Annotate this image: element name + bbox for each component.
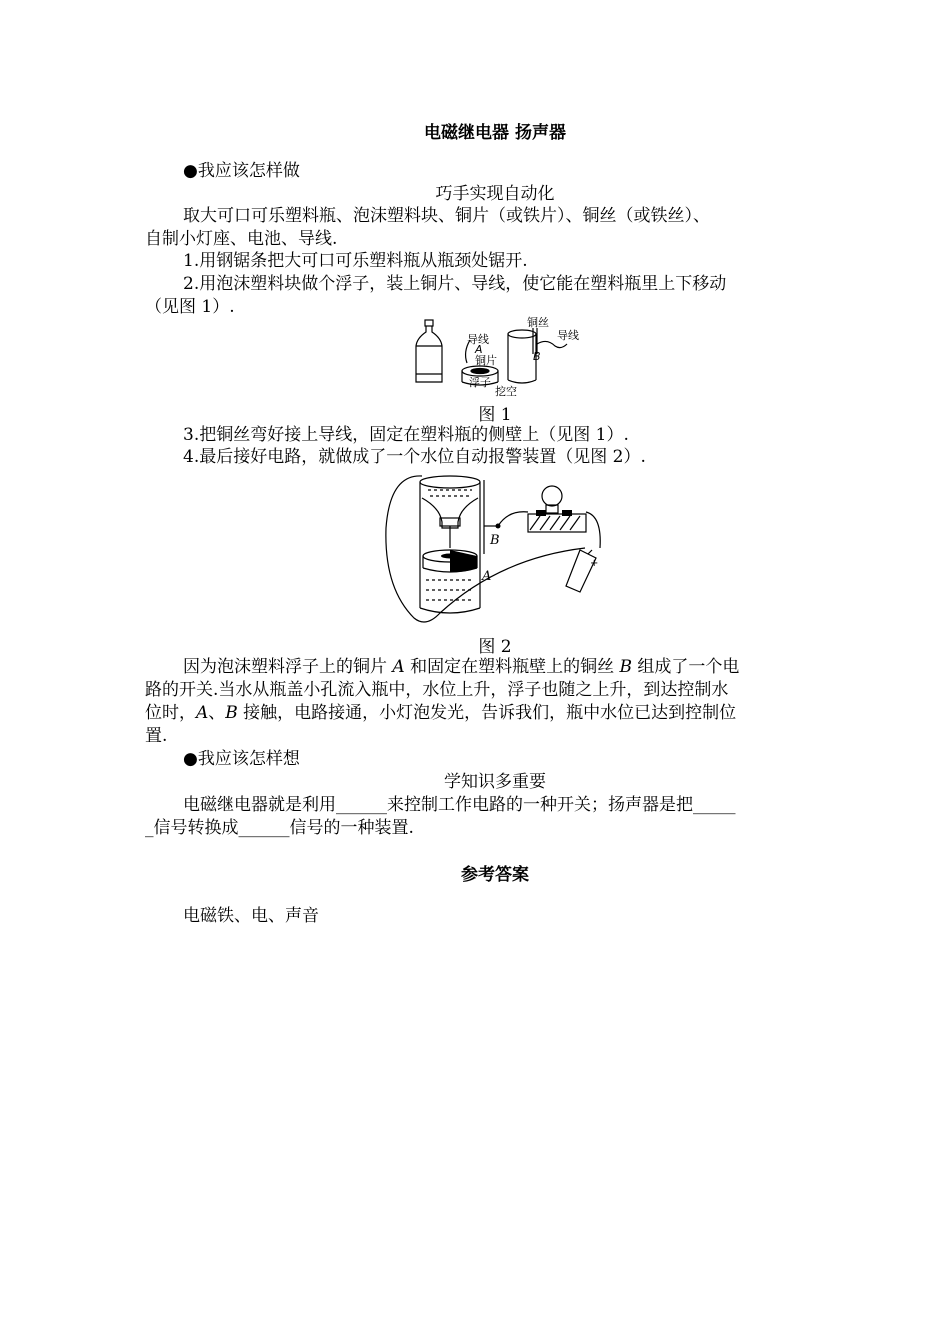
fig1-label-b: B [533,350,541,363]
explain-letter-b: B [225,703,238,723]
fig2-label-a: A [482,569,492,584]
explain-line1 [183,656,739,678]
explain-line3 [145,702,736,724]
step1: 1.用钢锯条把大可口可乐塑料瓶从瓶颈处锯开. [183,251,528,271]
page-title: 电磁继电器 扬声器 [424,123,566,143]
question-line2: _信号转换成______信号的一种装置. [145,818,414,838]
fig1-label-copper-sheet: 铜片 [475,354,497,367]
section2-subtitle: 学知识多重要 [444,772,546,792]
explain-text: 因为泡沫塑料浮子上的铜片 [183,657,393,677]
explain-text: 、 [208,703,226,723]
figure1-caption: 图 1 [478,405,512,425]
figure1-illustration [405,316,595,400]
fig1-label-wire2: 导线 [557,329,579,342]
figure2-caption: 图 2 [478,637,512,657]
explain-text: 接触，电路接通，小灯泡发光，告诉我们，瓶中水位已达到控制位 [237,703,737,723]
explain-letter-a: A [392,657,405,677]
explain-text: 位时， [145,703,196,723]
battery-plus-icon: + [590,558,599,569]
fig1-label-hollow: 挖空 [495,385,517,398]
step2-line1: 2.用泡沫塑料块做个浮子，装上铜片、导线，使它能在塑料瓶里上下移动 [183,274,727,294]
explain-line4: 置. [145,726,168,746]
explain-line2: 路的开关.当水从瓶盖小孔流入瓶中，水位上升，浮子也随之上升，到达控制水 [145,680,729,700]
question-line1: 电磁继电器就是利用______来控制工作电路的一种开关；扬声器是把_____ [183,795,736,815]
step2-line2: （见图 1）. [145,297,235,317]
explain-text: 组成了一个电 [632,657,740,677]
section1-heading: ●我应该怎样做 [183,161,300,181]
intro-line2: 自制小灯座、电池、导线. [145,229,338,249]
step3: 3.把铜丝弯好接上导线，固定在塑料瓶的侧壁上（见图 1）. [183,425,629,445]
explain-letter-b: B [619,657,632,677]
fig1-label-copper-wire: 铜丝 [527,316,549,329]
answers-text: 电磁铁、电、声音 [183,906,319,926]
explain-text: 和固定在塑料瓶壁上的铜丝 [404,657,620,677]
figure2-illustration [380,468,615,630]
section1-subtitle: 巧手实现自动化 [435,184,555,204]
section2-heading: ●我应该怎样想 [183,749,300,769]
fig1-label-wire1: 导线 [467,333,489,346]
fig2-label-b: B [490,533,500,548]
fig1-label-float: 浮子 [469,376,491,389]
explain-letter-a: A [196,703,209,723]
answers-heading: 参考答案 [461,865,529,885]
fig1-label-a: A [475,343,483,356]
intro-line1: 取大可口可乐塑料瓶、泡沫塑料块、铜片（或铁片）、铜丝（或铁丝）、 [183,206,710,226]
step4: 4.最后接好电路，就做成了一个水位自动报警装置（见图 2）. [183,447,646,467]
